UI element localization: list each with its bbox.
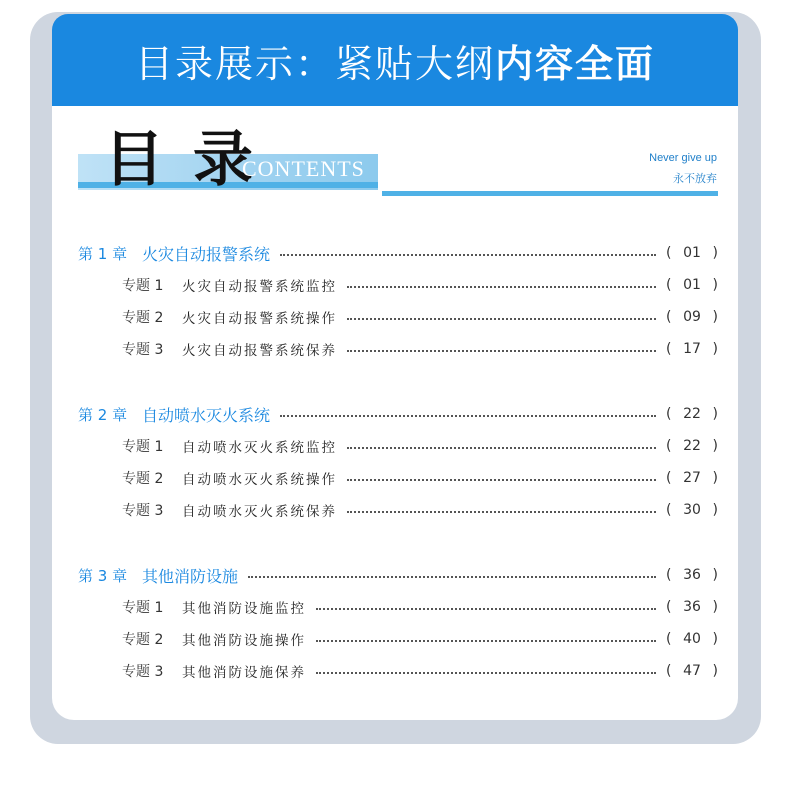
header-rule — [382, 191, 718, 196]
topic-number: 专题 1 — [122, 439, 164, 455]
toc-card — [52, 106, 738, 720]
dot-leader — [316, 672, 656, 674]
topic-row[interactable] — [78, 434, 718, 458]
dot-leader — [280, 415, 656, 417]
chapter-row[interactable] — [78, 241, 718, 265]
topic-row[interactable] — [78, 595, 718, 619]
topic-number: 专题 1 — [122, 278, 164, 294]
banner-title-regular: 目录展示：紧贴大纲 — [134, 41, 495, 86]
topic-title: 其他消防设施监控 — [182, 601, 306, 617]
chapter-row[interactable] — [78, 563, 718, 587]
topic-title: 自动喷水灭火系统监控 — [182, 440, 337, 456]
topic-number: 专题 3 — [122, 342, 164, 358]
topic-row[interactable] — [78, 498, 718, 522]
page-ref: ( 40 ) — [666, 631, 718, 647]
page-ref: ( 01 ) — [666, 277, 718, 293]
page-ref: ( 30 ) — [666, 502, 718, 518]
dot-leader — [316, 640, 656, 642]
dot-leader — [248, 576, 656, 578]
topic-number: 专题 2 — [122, 310, 164, 326]
motto-english: Never give up — [649, 152, 717, 164]
chapter-title: 其他消防设施 — [142, 566, 239, 586]
dot-leader — [347, 286, 656, 288]
topic-row[interactable] — [78, 627, 718, 651]
topic-row[interactable] — [78, 659, 718, 683]
toc-heading: 目 录 — [104, 125, 257, 195]
chapter-row[interactable] — [78, 402, 718, 426]
page-ref: ( 17 ) — [666, 341, 718, 357]
topic-row[interactable] — [78, 466, 718, 490]
topic-title: 自动喷水灭火系统保养 — [182, 504, 337, 520]
page-ref: ( 01 ) — [666, 245, 718, 261]
topic-row[interactable] — [78, 337, 718, 361]
topic-row[interactable] — [78, 273, 718, 297]
banner-title — [135, 33, 655, 88]
page-ref: ( 09 ) — [666, 309, 718, 325]
chapter-number: 第 3 章 — [78, 566, 128, 585]
topic-title: 火灾自动报警系统操作 — [182, 311, 337, 327]
dot-leader — [347, 318, 656, 320]
topic-number: 专题 3 — [122, 503, 164, 519]
dot-leader — [347, 350, 656, 352]
topic-row[interactable] — [78, 305, 718, 329]
dot-leader — [347, 511, 656, 513]
topic-number: 专题 2 — [122, 632, 164, 648]
banner-title-bold: 内容全面 — [495, 41, 656, 86]
topic-number: 专题 3 — [122, 664, 164, 680]
chapter-title: 火灾自动报警系统 — [142, 244, 271, 264]
page-ref: ( 27 ) — [666, 470, 718, 486]
page-ref: ( 36 ) — [666, 567, 718, 583]
topic-title: 火灾自动报警系统监控 — [182, 279, 337, 295]
motto-chinese: 永不放弃 — [673, 172, 717, 185]
contents-label: CONTENTS — [242, 156, 365, 181]
page-ref: ( 47 ) — [666, 663, 718, 679]
topic-number: 专题 1 — [122, 600, 164, 616]
top-banner — [52, 14, 738, 106]
chapter-number: 第 1 章 — [78, 244, 128, 263]
dot-leader — [347, 447, 656, 449]
chapter-number: 第 2 章 — [78, 405, 128, 424]
chapter-title: 自动喷水灭火系统 — [142, 405, 271, 425]
page-ref: ( 22 ) — [666, 438, 718, 454]
topic-title: 其他消防设施保养 — [182, 665, 306, 681]
page-ref: ( 22 ) — [666, 406, 718, 422]
dot-leader — [316, 608, 656, 610]
page-ref: ( 36 ) — [666, 599, 718, 615]
topic-title: 火灾自动报警系统保养 — [182, 343, 337, 359]
topic-number: 专题 2 — [122, 471, 164, 487]
dot-leader — [280, 254, 656, 256]
topic-title: 自动喷水灭火系统操作 — [182, 472, 337, 488]
dot-leader — [347, 479, 656, 481]
topic-title: 其他消防设施操作 — [182, 633, 306, 649]
